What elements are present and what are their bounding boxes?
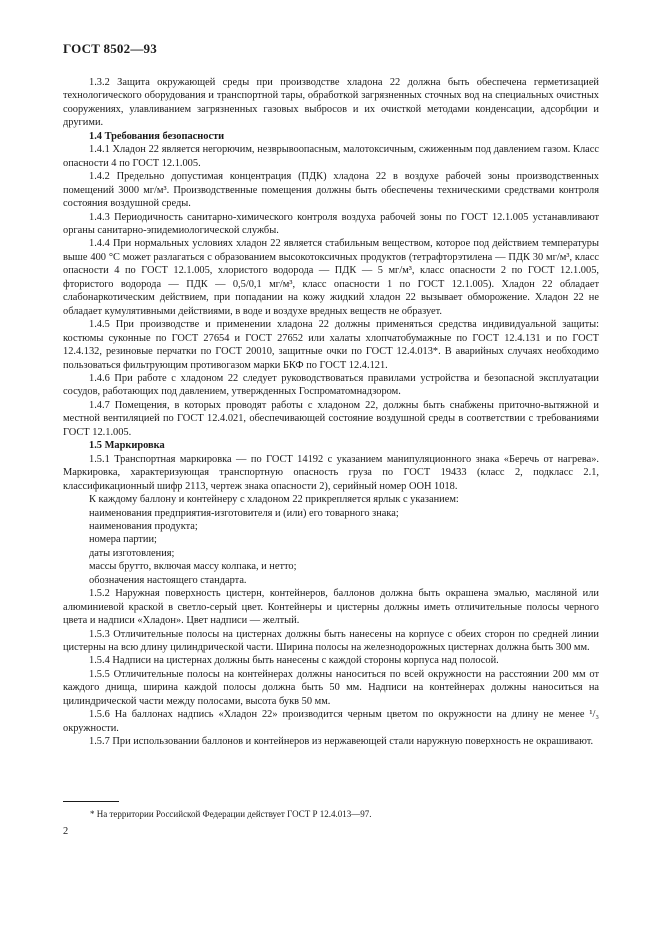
- paragraph: 1.4.7 Помещения, в которых проводят работы с хладоном 22, должны быть снабжены приточно-вытяжной и местной вентиляцией по ГОСТ 12.4.021, обеспечивающей состояние воздушной среды в соответствии с требованиями ГОСТ 12.1.005.: [63, 399, 599, 438]
- document-body: [63, 76, 599, 749]
- paragraph: 1.5.4 Надписи на цистернах должны быть нанесены с каждой стороны корпуса над полосой.: [89, 655, 499, 667]
- section-heading: 1.4 Требования безопасности: [89, 130, 225, 142]
- paragraph: наименования продукта;: [89, 520, 198, 532]
- paragraph: 1.5.7 При использовании баллонов и контейнеров из нержавеющей стали наружную поверхность не окрашивают.: [89, 736, 594, 748]
- paragraph: номера партии;: [89, 534, 157, 546]
- page-number: 2: [63, 826, 69, 837]
- paragraph: 1.3.2 Защита окружающей среды при производстве хладона 22 должна быть обеспечена герметизацией технологического оборудования и транспортной тары, обработкой загрязненных сточных вод на специальных очистных сооружениях, улавливанием загрязненных газовых выбросов и их очисткой методами конденсации, адсорбции и другими.: [63, 77, 599, 129]
- paragraph: К каждому баллону и контейнеру с хладоном 22 прикрепляется ярлык с указанием:: [89, 494, 459, 506]
- paragraph: наименования предприятия-изготовителя и (или) его товарного знака;: [89, 507, 399, 519]
- paragraph: 1.4.2 Предельно допустимая концентрация (ПДК) хладона 22 в воздухе рабочей зоны производственных помещений 3000 мг/м³. Производственные помещения должны быть обеспечены техническими средствами контроля состояния воздушной среды.: [63, 171, 599, 210]
- page-header: ГОСТ 8502—93: [63, 41, 157, 56]
- paragraph: 1.4.4 При нормальных условиях хладон 22 является стабильным веществом, которое под действием температуры выше 400 °С может разлагаться с образованием высокотоксичных продуктов (тетрафторэтилена — ПДК 30 мг/м³, класс опасности 4 по ГОСТ 12.1.005, хлористого водорода — ПДК — 5 мг/м³, класс опасности 2 по ГОСТ 12.1.005, фтористого водорода — ПДК — 0,5/0,1 мг/м³, класс опасности 1 по ГОСТ 12.1.005). Хладон 22 обладает слабонаркотическим действием, при попадании на кожу жидкий хладон 22 вызывает обморожение. Хладон 22 не обладает кумулятивными действиями, в воде и воздухе вредных веществ не образует.: [63, 238, 599, 317]
- paragraph: 1.5.5 Отличительные полосы на контейнерах должны наноситься по всей окружности на расстоянии 200 мм от каждого днища, ширина каждой полосы должна быть 50 мм. Надписи на контейнерах должны наноситься на цилиндрической части между полосами, высота букв 50 мм.: [63, 668, 599, 707]
- paragraph: 1.5.3 Отличительные полосы на цистернах должны быть нанесены на корпусе с обеих сторон по средней линии цистерны на всю длину цилиндрической части. Ширина полосы на железнодорожных цистернах должна быть 300 мм.: [63, 628, 599, 654]
- section-heading: 1.5 Маркировка: [89, 440, 165, 452]
- paragraph: 1.5.1 Транспортная маркировка — по ГОСТ 14192 с указанием манипуляционного знака «Беречь от нагрева». Маркировка, характеризующая транспортную опасность груза по ГОСТ 19433 (класс 2, подкласс 2.1, классификационный шифр 2113, чертеж знака опасности 2), серийный номер ООН 1018.: [63, 453, 599, 492]
- paragraph: обозначения настоящего стандарта.: [89, 574, 247, 586]
- paragraph: массы брутто, включая массу колпака, и нетто;: [89, 561, 297, 573]
- paragraph: 1.4.5 При производстве и применении хладона 22 должны применяться средства индивидуальной защиты: костюмы суконные по ГОСТ 27654 и ГОСТ 27652 или халаты хлопчатобумажные по ГОСТ 12.4.131 и по ГОСТ 12.4.132, резиновые перчатки по ГОСТ 20010, защитные очки по ГОСТ 12.4.013*. В аварийных случаях необходимо пользоваться фильтрующим противогазом марки БКФ по ГОСТ 12.4.121.: [63, 319, 599, 371]
- paragraph: 1.4.1 Хладон 22 является негорючим, незврывоопасным, малотоксичным, сжиженным под давлением газом. Класс опасности 4 по ГОСТ 12.1.005.: [63, 144, 599, 169]
- paragraph: 1.5.6 На баллонах надпись «Хладон 22» производится черным цветом по окружности на длину не менее ¹/₃ окружности.: [63, 709, 599, 734]
- paragraph: 1.5.2 Наружная поверхность цистерн, контейнеров, баллонов должна быть окрашена эмалью, масляной или алюминиевой краской в светло-серый цвет. Контейнеры и цистерны должны иметь отличительные полосы черного цвета и надписи «Хладон». Цвет надписи — желтый.: [63, 588, 599, 627]
- footnote: * На территории Российской Федерации действует ГОСТ Р 12.4.013—97.: [90, 809, 372, 819]
- footnote-divider: [63, 801, 119, 802]
- paragraph: 1.4.6 При работе с хладоном 22 следует руководствоваться правилами устройства и безопасной эксплуатации сосудов, работающих под давлением, утвержденных Госпроматомнадзором.: [63, 372, 599, 398]
- paragraph: 1.4.3 Периодичность санитарно-химического контроля воздуха рабочей зоны по ГОСТ 12.1.005 устанавливают органы санитарно-эпидемиологической службы.: [63, 211, 599, 236]
- paragraph: даты изготовления;: [89, 547, 175, 559]
